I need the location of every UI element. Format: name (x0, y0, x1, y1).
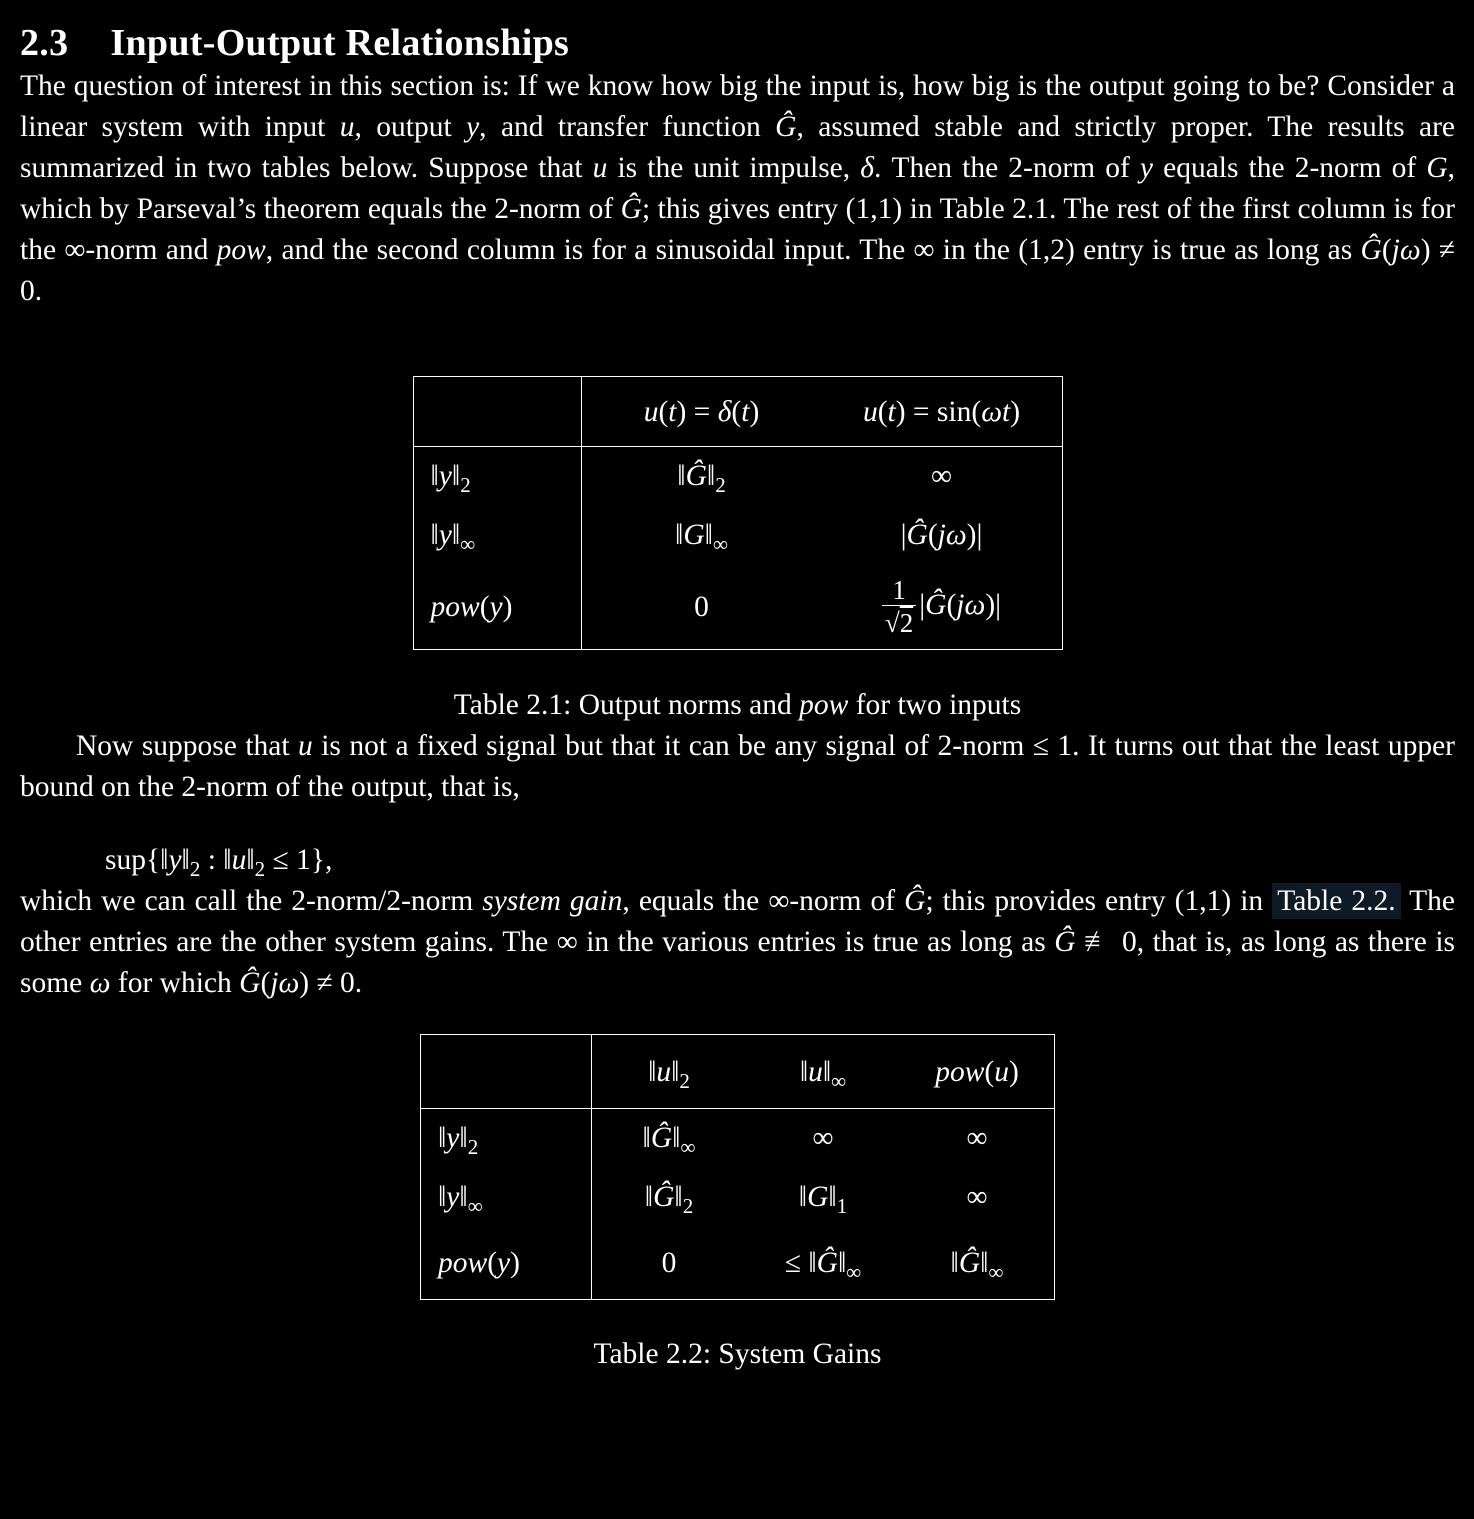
table-cell: 0 (694, 591, 709, 623)
table-row (421, 1227, 1055, 1300)
table-cell: ∞ (930, 459, 953, 492)
paragraph-now-suppose: Now suppose that u is not a fixed signal but that it can be any signal of 2-norm ≤ 1. It turns out that the least upper bound on the 2-norm of the output, that is, (20, 730, 1455, 803)
table-cell: ∞ (966, 1122, 988, 1154)
table-cell: |Ĝ(jω)| (900, 518, 983, 551)
table-cell: ∞ (966, 1181, 988, 1213)
table-cell: $‖Ĝ‖_\infty$ (950, 1247, 1004, 1284)
table-col-header: $‖u‖_\infty$ (746, 1035, 900, 1109)
table-row-label: $‖y‖_2$ (413, 447, 581, 505)
table-2-1 (413, 376, 1063, 650)
table-col-header: pow(u) (900, 1035, 1055, 1109)
table-cell: $‖G‖_\infty$ (675, 518, 728, 556)
table-corner-cell (413, 377, 581, 447)
table-row-label: $‖y‖_\infty$ (421, 1167, 592, 1227)
table-row (413, 377, 1062, 447)
table-2-1-caption: Table 2.1: Output norms and pow for two inputs (453, 689, 1022, 721)
table-row-label: $‖y‖_\infty$ (413, 504, 581, 565)
table-row (413, 447, 1062, 505)
table-row (413, 504, 1062, 565)
table-row (421, 1109, 1055, 1168)
table-row (413, 565, 1062, 650)
sup-equation: $sup\{‖y‖_2$ : $‖u‖_2 \le 1$}, (105, 844, 333, 881)
table-cell: $‖G‖_1$ (798, 1181, 848, 1218)
paragraph-system-gain: which we can call the 2-norm/2-norm system gain, equals the ∞-norm of Ĝ; this provides entry (1,1) in Table 2.2. The other entries are the other system gains. The ∞ in the various entries is true as long as Ĝ ≢ 0, that is, as long as there is some ω for which Ĝ(jω) ≠ 0. (20, 885, 1456, 999)
table-row (421, 1167, 1055, 1227)
table-2-2-link[interactable]: Table 2.2. (1272, 883, 1400, 919)
table-cell: ∞ (812, 1122, 834, 1154)
table-cell: $‖Ĝ‖_2$ (644, 1181, 694, 1218)
table-row (421, 1035, 1055, 1109)
table-col-header: u(t) = sin(ωt) (822, 377, 1063, 447)
table-cell: 0 (661, 1247, 677, 1279)
section-number: 2.3 (20, 22, 69, 64)
section-title: Input-Output Relationships (110, 22, 570, 64)
table-cell: ≤ $‖Ĝ‖_\infty$ (784, 1247, 862, 1284)
table-corner-cell (421, 1035, 592, 1109)
table-2-2 (420, 1034, 1055, 1300)
paragraph-intro: The question of interest in this section is: If we know how big the input is, how big is the output going to be? Consider a linear system with input u, output y, and transfer function Ĝ, assumed stable and strictly proper. The results are summarized in two tables below. Suppose that u is the unit impulse, δ. Then the 2-norm of y equals the 2-norm of G, which by Parseval’s theorem equals the 2-norm of Ĝ; this gives entry (1,1) in Table 2.1. The rest of the first column is for the ∞-norm and pow, and the second column is for a sinusoidal input. The ∞ in the (1,2) entry is true as long as Ĝ(jω) ≠ 0. (20, 70, 1455, 307)
table-cell: $‖Ĝ‖_\infty$ (642, 1122, 696, 1159)
table-row-label: pow(y) (413, 565, 581, 650)
table-col-header: u(t) = δ(t) (581, 377, 822, 447)
table-cell: $‖Ĝ‖_2$ (677, 459, 726, 497)
table-cell: $\frac{1}{√2}$ |Ĝ(jω)| (822, 565, 1063, 650)
table-2-2-caption: Table 2.2: System Gains (593, 1338, 882, 1370)
table-row-label: $‖y‖_2$ (421, 1109, 592, 1168)
section-heading (20, 20, 1455, 66)
table-col-header: $‖u‖_2$ (592, 1035, 747, 1109)
table-row-label: pow(y) (421, 1227, 592, 1300)
